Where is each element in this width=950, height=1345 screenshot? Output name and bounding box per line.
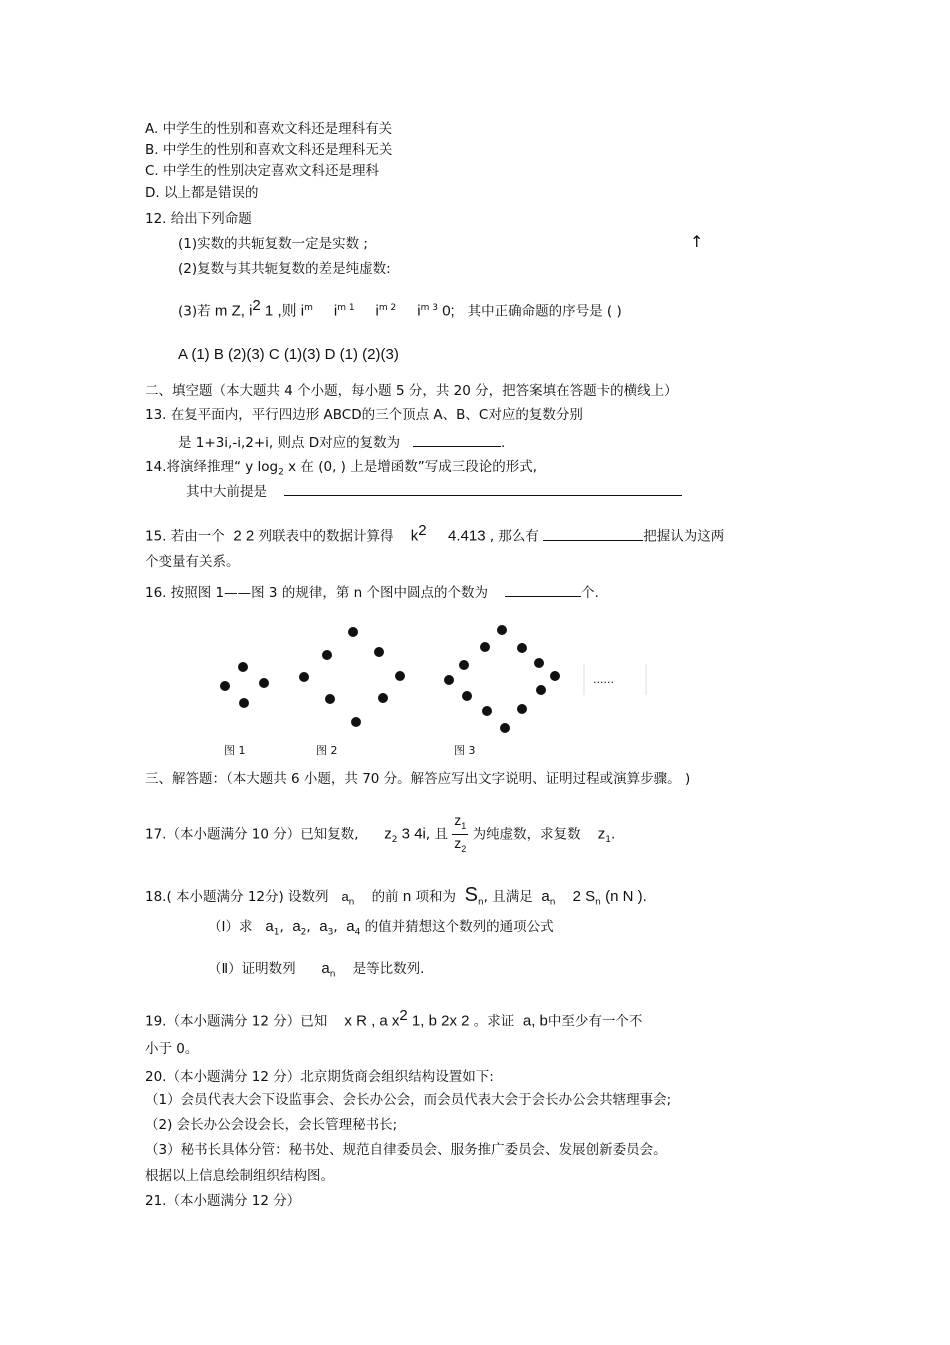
figure-3-dots	[444, 625, 560, 733]
q14-line-1: 14.将演绎推理“ y $\log_2 x$ 在 (0, ) 上是增函数”写成三段论的形式,	[145, 459, 538, 478]
q14-line-2: 其中大前提是	[186, 481, 682, 501]
q19-line-2: 小于 0。	[145, 1041, 199, 1057]
q15-line-2: 个变量有关系。	[145, 554, 240, 570]
q13-line-2: 是 1+3i,-i,2+i, 则点 D对应的复数为 .	[178, 432, 505, 452]
q18-part-2: （Ⅱ）证明数列 $a_n$ 是等比数列.	[208, 960, 425, 980]
figure-1-caption: 图 1	[224, 744, 246, 757]
figure-1-dots	[220, 662, 269, 708]
q17-line: 17.（本小题满分 10 分）已知复数, $z_2$ 3 4i, 且 $\frac{z_1}{z_2}$ 为纯虚数，求复数 $z_1$.	[145, 812, 615, 858]
q18-line: 18.( 本小题满分 12分) 设数列 $a_n$ 的前 n 项和为 $S_n$, 且满足 $a_n$ 2 $S_n$ (n N ).	[145, 884, 647, 908]
q12-proposition-2: (2)复数与其共轭复数的差是纯虚数:	[178, 261, 391, 277]
figure-2-caption: 图 2	[316, 744, 338, 757]
q20-item-3: （3）秘书长具体分管：秘书处、规范自律委员会、服务推广委员会、发展创新委员会。	[145, 1142, 667, 1158]
q20-item-2: （2) 会长办公会设会长，会长管理秘书长;	[145, 1117, 398, 1133]
up-arrow-icon: ↑	[690, 232, 704, 251]
q13-line-1: 13. 在复平面内，平行四边形 ABCD的三个顶点 A、B、C对应的复数分别	[145, 407, 583, 423]
q18-part-1: （Ⅰ）求 $a_1$, $a_2$, $a_3$, $a_4$ 的值并猜想这个数列的通项公式	[208, 918, 554, 938]
q12-proposition-1: (1)实数的共轭复数一定是实数 ;	[178, 236, 368, 252]
q21-title: 21.（本小题满分 12 分）	[145, 1193, 301, 1209]
q12-proposition-3: (3)若 m Z, $i^2$ 1 ,则 $i^m$ $i^{m 1}$ $i^{m 2}$ $i^{m 3}$ 0; 其中正确命题的序号是 ( )	[178, 297, 622, 320]
q12-title: 12. 给出下列命题	[145, 211, 252, 227]
q17-fraction: $\frac{z_1}{z_2}$	[454, 812, 467, 854]
section-2-heading: 二、填空题（本大题共 4 个小题，每小题 5 分，共 20 分，把答案填在答题卡的横线上）	[145, 383, 678, 399]
q11-option-d: D. 以上都是错误的	[145, 185, 259, 201]
q20-title: 20.（本小题满分 12 分）北京期货商会组织结构设置如下:	[145, 1069, 494, 1085]
figure-2-dots	[299, 627, 405, 727]
section-3-heading: 三、解答题：（本大题共 6 小题，共 70 分。解答应写出文字说明、证明过程或演算步骤。 )	[145, 771, 691, 787]
q20-item-1: （1）会员代表大会下设监事会、会长办公会，而会员代表大会于会长办公会共辖理事会;	[145, 1092, 672, 1108]
q16-line: 16. 按照图 1——图 3 的规律，第 n 个图中圆点的个数为 个.	[145, 582, 599, 602]
q11-option-c: C. 中学生的性别决定喜欢文科还是理科	[145, 163, 380, 179]
q11-option-b: B. 中学生的性别和喜欢文科还是理科无关	[145, 142, 393, 158]
q19-line-1: 19.（本小题满分 12 分）已知 x R , a $x^2$ 1, b 2x 2 。求证 a, b中至少有一个不	[145, 1007, 643, 1030]
q11-option-a: A. 中学生的性别和喜欢文科还是理科有关	[145, 121, 393, 137]
q20-instruction: 根据以上信息绘制组织结构图。	[145, 1168, 334, 1184]
figure-ellipsis: ......	[593, 673, 614, 686]
q15-line-1: 15. 若由一个 2 2 列联表中的数据计算得 $k^2$ 4.413 , 那么有 把握认为这两	[145, 522, 725, 545]
figure-3-caption: 图 3	[454, 744, 476, 757]
q12-choices: A (1) B (2)(3) C (1)(3) D (1) (2)(3)	[178, 346, 399, 363]
